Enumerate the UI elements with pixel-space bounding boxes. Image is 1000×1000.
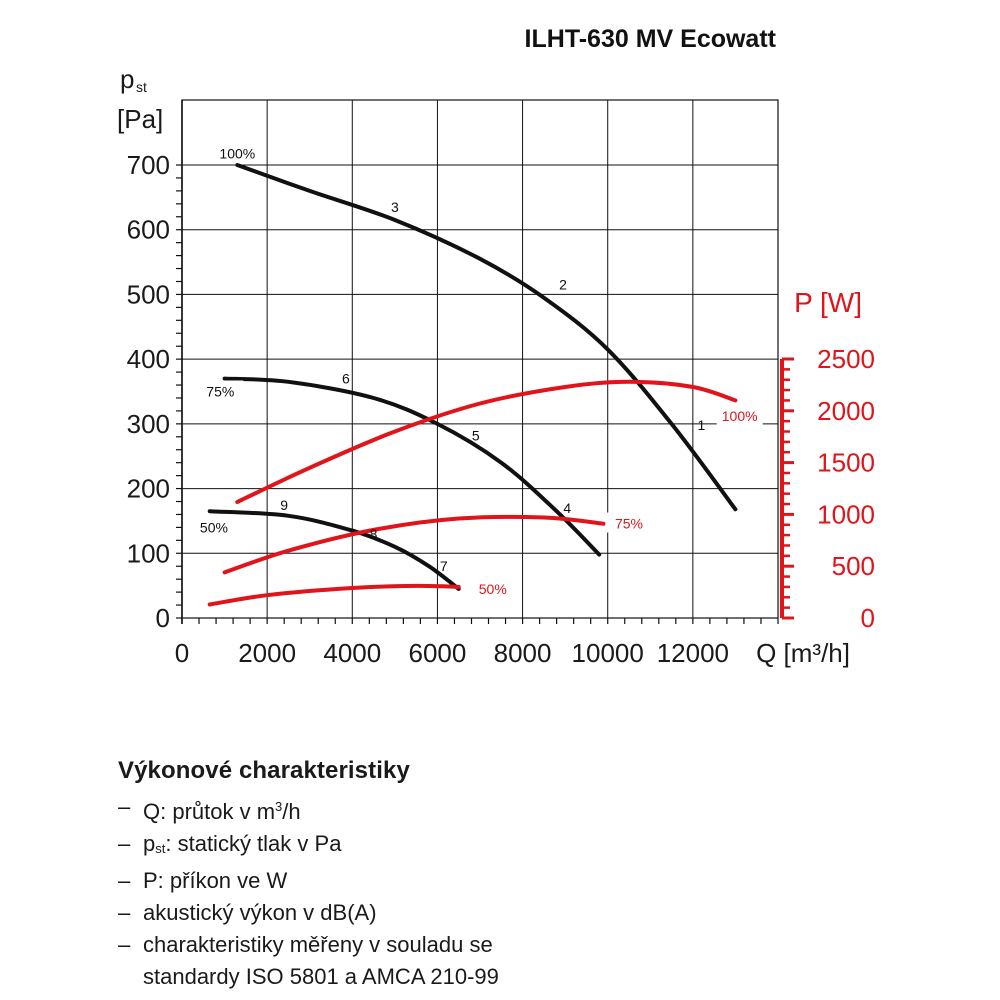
legend-text-power: P: příkon ve W — [143, 868, 288, 893]
y-right-tick-label: 2000 — [817, 395, 875, 426]
y-right-axis-label: P [W] — [794, 287, 862, 318]
legend-dash: – — [118, 868, 131, 893]
y-left-tick-label: 400 — [126, 344, 170, 375]
legend-text-standard: charakteristiky měřeny v souladu se — [143, 932, 493, 957]
legend-text-flow: Q: průtok v $m^3/h$ — [143, 799, 301, 824]
pressure-curve-75pct — [225, 379, 600, 555]
speed-label: 100% — [721, 408, 758, 425]
legend-dash: – — [118, 794, 131, 819]
legend-dash: – — [118, 932, 131, 957]
x-tick-label: 8000 — [493, 638, 552, 668]
legend-item-standard — [118, 929, 818, 961]
point-label: 7 — [439, 558, 448, 575]
y-left-tick-label: 500 — [126, 279, 170, 310]
x-tick-label: 0 — [174, 638, 190, 668]
legend-text-pressure: $p_{st}$: statický tlak v Pa — [143, 831, 342, 856]
legend-item-pressure — [118, 828, 818, 865]
speed-label: 50% — [478, 580, 507, 597]
y-left-tick-label: 200 — [126, 473, 170, 504]
speed-label: 75% — [206, 383, 235, 400]
y-left-tick-label: 100 — [126, 538, 170, 569]
y-left-axis-symbol: p — [120, 64, 135, 94]
chart-title: ILHT-630 MV Ecowatt — [524, 25, 776, 53]
legend-text-standard-cont: standardy ISO 5801 a AMCA 210-99 — [143, 964, 499, 989]
point-label: 9 — [280, 496, 289, 513]
x-axis-label: Q [m³/h] — [756, 638, 850, 668]
y-right-tick-label: 500 — [831, 551, 875, 582]
x-tick-label: 6000 — [408, 638, 467, 668]
y-left-tick-label: 300 — [126, 408, 170, 439]
legend-block — [118, 757, 818, 993]
y-left-tick-label: 600 — [126, 214, 170, 245]
x-tick-label: 12000 — [656, 638, 730, 668]
legend-dash: – — [118, 831, 131, 856]
y-right-tick-label: 1000 — [817, 499, 875, 530]
speed-label: 75% — [614, 515, 644, 532]
legend-item-acoustic — [118, 897, 818, 929]
legend-item-flow — [118, 791, 818, 828]
pressure-curve-100pct — [237, 165, 735, 509]
legend-text-acoustic: akustický výkon v dB(A) — [143, 900, 377, 925]
power-curve-75pct — [225, 517, 604, 573]
y-left-axis-subscript: st — [136, 79, 147, 95]
x-tick-label: 4000 — [323, 638, 382, 668]
legend-title: Výkonové charakteristiky — [118, 757, 410, 784]
legend-item-power — [118, 865, 818, 897]
point-label: 1 — [697, 417, 706, 434]
point-label: 4 — [563, 499, 572, 516]
point-label: 3 — [390, 199, 399, 216]
speed-label: 100% — [219, 145, 256, 162]
y-left-axis-unit: [Pa] — [117, 104, 164, 134]
speed-label: 50% — [199, 519, 228, 536]
series-lines — [210, 165, 736, 605]
y-left-tick-label: 0 — [155, 603, 170, 633]
y-right-tick-label: 2500 — [817, 344, 875, 374]
point-label: 6 — [342, 370, 350, 387]
legend-dash: – — [118, 900, 131, 925]
axes — [176, 100, 794, 624]
point-label: 8 — [369, 525, 378, 542]
y-left-tick-label: 700 — [126, 150, 170, 180]
x-tick-label: 10000 — [571, 638, 644, 668]
power-curve-50pct — [210, 586, 459, 605]
power-curve-100pct — [237, 382, 735, 502]
y-right-tick-label: 0 — [860, 603, 875, 633]
curve-labels — [191, 142, 763, 598]
x-tick-label: 2000 — [238, 638, 297, 668]
y-right-tick-label: 1500 — [817, 447, 875, 478]
point-label: 2 — [559, 276, 567, 293]
point-label: 5 — [471, 427, 480, 444]
